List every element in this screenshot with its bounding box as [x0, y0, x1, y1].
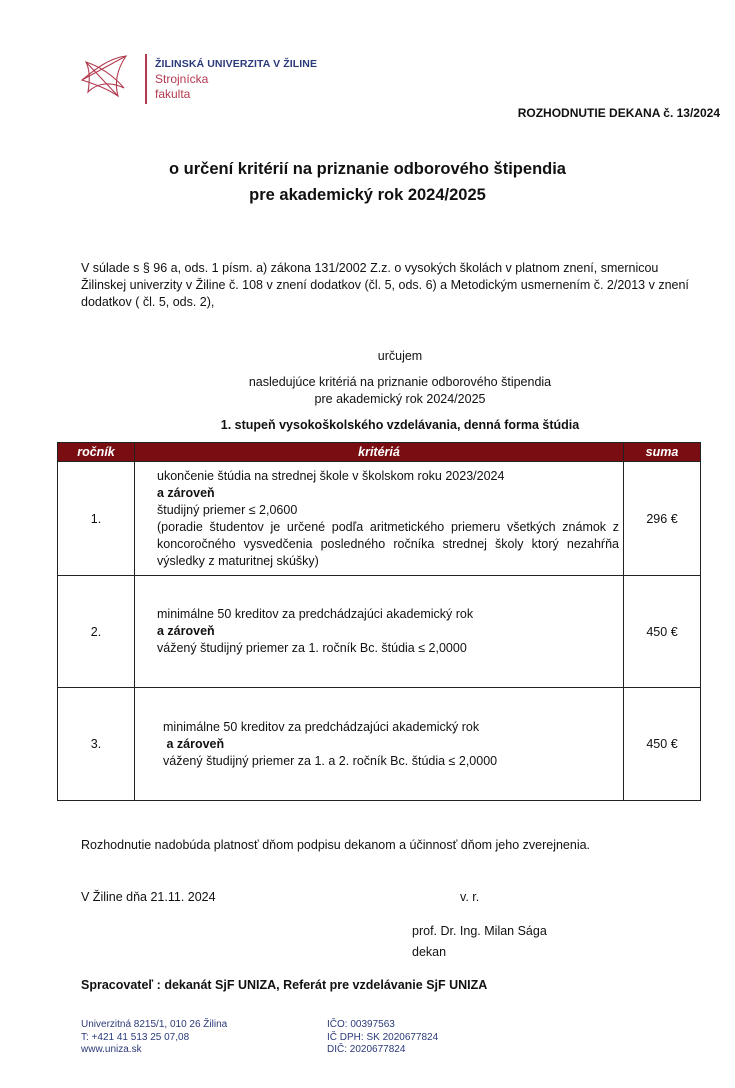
signature-vr: v. r. — [460, 890, 480, 904]
row-year: 1. — [58, 462, 135, 576]
criteria-conjunction: a zároveň — [163, 736, 225, 751]
decree-urcujem: určujem — [377, 349, 423, 363]
criteria-conjunction: a zároveň — [157, 485, 215, 500]
footer-address: Univerzitná 8215/1, 010 26 Žilina — [81, 1019, 228, 1030]
row-criteria — [135, 576, 624, 688]
criteria-line: vážený študijný priemer za 1. a 2. ročník Bc. štúdia ≤ 2,0000 — [163, 753, 498, 768]
row-amount: 450 € — [624, 688, 701, 801]
intro-paragraph: V súlade s § 96 a, ods. 1 písm. a) zákona 131/2002 Z.z. o vysokých školách v platnom znení, smernicou Žilinskej univerzity v Žiline č. 108 v znení dodatkov (čl. 5, ods. 6) a Metodickým usmernením č. 2/2013 v znení dodatkov ( čl. 5, ods. 2), — [81, 261, 689, 309]
table-row — [58, 688, 701, 801]
criteria-conjunction: a zároveň — [157, 624, 215, 638]
footer-ic-dph: IČ DPH: SK 2020677824 — [327, 1031, 439, 1043]
row-criteria — [135, 462, 624, 576]
table-row — [58, 576, 701, 688]
table-row — [58, 462, 701, 576]
header-criteria: kritériá — [135, 443, 624, 462]
signatory-role: dekan — [412, 945, 447, 959]
criteria-line: vážený študijný priemer za 1. ročník Bc. štúdia ≤ 2,0000 — [157, 641, 467, 655]
footer-web-link[interactable]: www.uniza.sk — [81, 1044, 142, 1055]
header-year: ročník — [58, 443, 135, 462]
criteria-line: minimálne 50 kreditov za predchádzajúci akademický rok — [163, 719, 480, 734]
footer-phone: T: +421 41 513 25 07,08 — [81, 1031, 190, 1043]
header-amount: suma — [624, 443, 701, 462]
signatory-name: prof. Dr. Ing. Milan Sága — [412, 924, 547, 938]
document-title-line2: pre akademický rok 2024/2025 — [249, 186, 486, 204]
university-name: ŽILINSKÁ UNIVERZITA V ŽILINE — [155, 58, 318, 70]
document-title-line1: o určení kritérií na priznanie odborového štipendia — [169, 160, 566, 178]
row-criteria — [135, 688, 624, 801]
row-amount: 450 € — [624, 576, 701, 688]
footer-dic: DIČ: 2020677824 — [327, 1044, 406, 1055]
footer-contact — [81, 1019, 227, 1057]
place-and-date: V Žiline dňa 21.11. 2024 — [81, 890, 216, 904]
decree-criteria-line2: pre akademický rok 2024/2025 — [314, 392, 486, 406]
criteria-line: minimálne 50 kreditov za predchádzajúci akademický rok — [157, 607, 474, 621]
faculty-name-line2: fakulta — [155, 87, 191, 101]
uniza-logo-icon — [78, 52, 132, 98]
logo-divider — [145, 54, 147, 104]
criteria-line: ukončenie štúdia na strednej škole v školskom roku 2023/2024 — [157, 468, 505, 483]
processor-line: Spracovateľ : dekanát SjF UNIZA, Referát pre vzdelávanie SjF UNIZA — [81, 978, 488, 992]
validity-statement: Rozhodnutie nadobúda platnosť dňom podpisu dekanom a účinnosť dňom jeho zverejnenia. — [81, 838, 591, 852]
footer-ids — [327, 1019, 438, 1057]
study-level-heading: 1. stupeň vysokoškolského vzdelávania, denná forma štúdia — [220, 418, 580, 432]
criteria-table — [57, 442, 701, 801]
row-year: 3. — [58, 688, 135, 801]
table-header-row — [58, 443, 701, 462]
faculty-name-line1: Strojnícka — [155, 72, 209, 86]
criteria-line: študijný priemer ≤ 2,0600 — [157, 502, 298, 517]
row-year: 2. — [58, 576, 135, 688]
decision-number: ROZHODNUTIE DEKANA č. 13/2024 — [517, 106, 720, 120]
criteria-note: (poradie študentov je určené podľa aritmetického priemeru všetkých známok z koncoročného vysvedčenia posledného ročníka strednej školy ktorý nezahŕňa výsledky z maturitnej skúšky) — [157, 519, 619, 568]
decree-criteria-line1: nasledujúce kritériá na priznanie odborového štipendia — [248, 375, 552, 389]
footer-ico: IČO: 00397563 — [327, 1019, 395, 1030]
row-amount: 296 € — [624, 462, 701, 576]
